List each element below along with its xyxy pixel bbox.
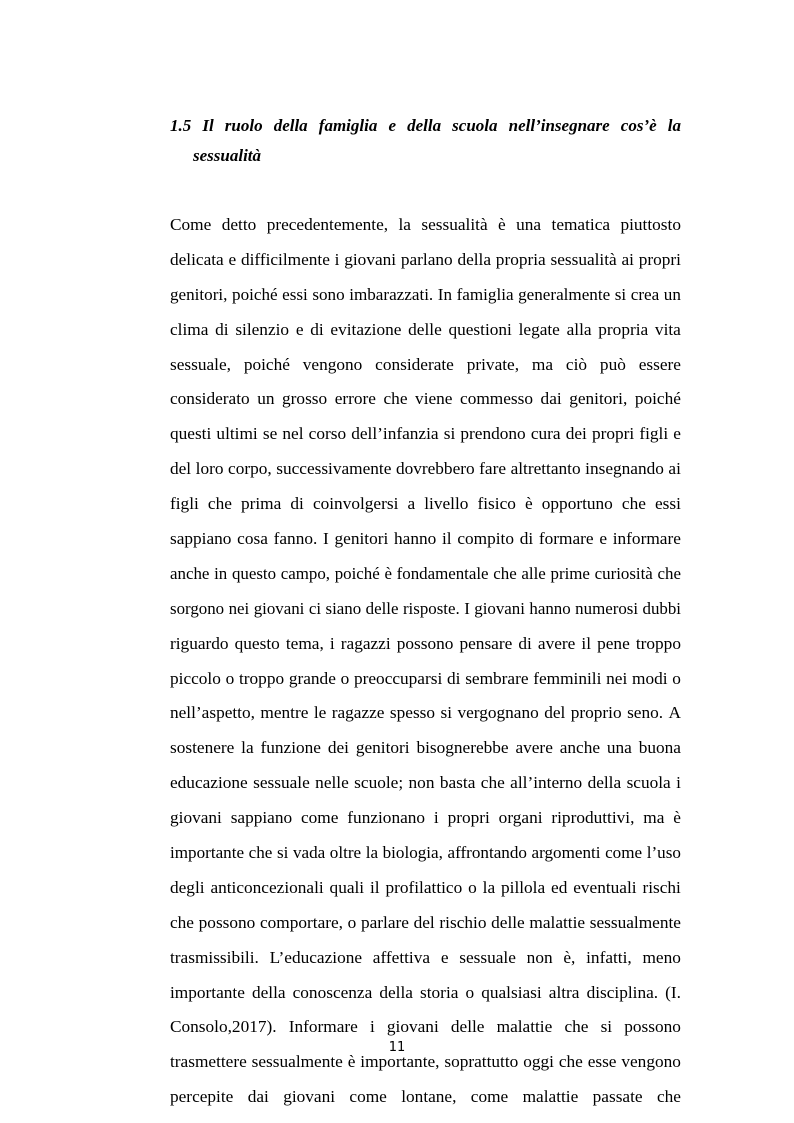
body-line: Consolo,2017). Informare i giovani delle malattie che si possono: [170, 1017, 681, 1037]
body-line: sessuale, poiché vengono considerate private, ma ciò può essere: [170, 354, 681, 374]
body-line: figli che prima di coinvolgersi a livello fisico è opportuno che essi: [170, 494, 681, 514]
body-line: che possono comportare, o parlare del rischio delle malattie sessualmente: [170, 912, 681, 932]
body-line: considerato un grosso errore che viene commesso dai genitori, poiché: [170, 389, 681, 409]
body-line: trasmissibili. L’educazione affettiva e sessuale non è, infatti, meno: [170, 947, 681, 967]
body-line: importante che si vada oltre la biologia, affrontando argomenti come l’uso: [170, 843, 681, 863]
body-line: genitori, poiché essi sono imbarazzati. In famiglia generalmente si crea un: [170, 284, 681, 304]
body-line: delicata e difficilmente i giovani parlano della propria sessualità ai propri: [170, 249, 681, 269]
body-line: del loro corpo, successivamente dovrebbero fare altrettanto insegnando ai: [170, 459, 681, 479]
section-heading-line-1: 1.5 Il ruolo della famiglia e della scuola nell’insegnare cos’è la: [170, 116, 681, 135]
page-number: 11: [388, 1040, 406, 1055]
body-line: percepite dai giovani come lontane, come malattie passate che: [170, 1087, 681, 1107]
body-line: anche in questo campo, poiché è fondamentale che alle prime curiosità che: [170, 563, 681, 583]
body-line: sostenere la funzione dei genitori bisognerebbe avere anche una buona: [170, 738, 681, 758]
body-line: nell’aspetto, mentre le ragazze spesso si vergognano del proprio seno. A: [170, 703, 681, 723]
section-heading-line-2: sessualità: [193, 146, 262, 165]
body-line: educazione sessuale nelle scuole; non basta che all’interno della scuola i: [170, 773, 681, 793]
body-paragraph: [170, 208, 681, 1115]
body-line: sappiano cosa fanno. I genitori hanno il compito di formare e informare: [170, 529, 681, 549]
body-line: trasmettere sessualmente è importante, soprattutto oggi che esse vengono: [170, 1052, 681, 1072]
body-line: riguardo questo tema, i ragazzi possono pensare di avere il pene troppo: [170, 633, 681, 653]
body-line: clima di silenzio e di evitazione delle questioni legate alla propria vita: [170, 319, 681, 339]
body-line: piccolo o troppo grande o preoccuparsi di sembrare femminili nei modi o: [170, 668, 681, 688]
body-line: importante della conoscenza della storia o qualsiasi altra disciplina. (I.: [170, 982, 681, 1002]
body-line: degli anticoncezionali quali il profilattico o la pillola ed eventuali rischi: [170, 877, 681, 897]
body-line: questi ultimi se nel corso dell’infanzia si prendono cura dei propri figli e: [170, 424, 681, 444]
body-line: Come detto precedentemente, la sessualità è una tematica piuttosto: [170, 215, 681, 234]
body-line: sorgono nei giovani ci siano delle risposte. I giovani hanno numerosi dubbi: [170, 598, 681, 618]
body-line: giovani sappiano come funzionano i propri organi riproduttivi, ma è: [170, 808, 681, 828]
